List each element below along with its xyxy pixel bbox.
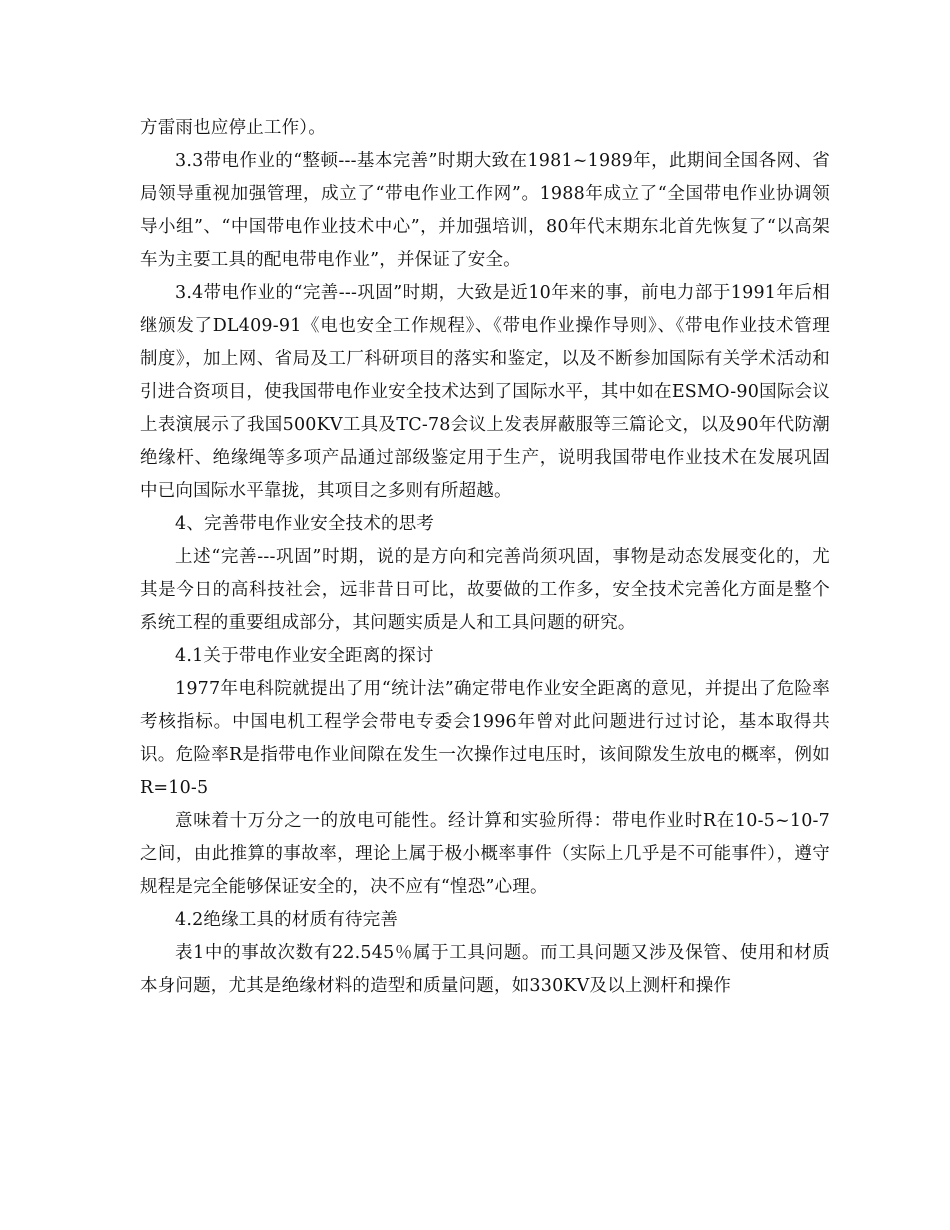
- subsection-heading-4-2: 4.2绝缘工具的材质有待完善: [175, 910, 399, 930]
- paragraph-section-4-intro: 上述“完善---巩固”时期，说的是方向和完善尚须巩固，事物是动态发展变化的，尤其是今日的高科技社会，远非昔日可比，故要做的工作多，安全技术完善化方面是整个系统工程的重要组成部分，其问题实质是人和工具问题的研究。: [140, 547, 830, 633]
- paragraph-4-1-a: 1977年电科院就提出了用“统计法”确定带电作业安全距离的意见，并提出了危险率考核指标。中国电机工程学会带电专委会1996年曾对此问题进行过讨论，基本取得共识。危险率R是指带电作业间隙在发生一次操作过电压时，该间隙发生放电的概率，例如R=10-5: [140, 679, 830, 798]
- paragraph-4-2: 表1中的事故次数有22.545％属于工具问题。而工具问题又涉及保管、使用和材质本身问题，尤其是绝缘材料的造型和质量问题，如330KV及以上测杆和操作: [140, 943, 830, 996]
- section-heading-4: 4、完善带电作业安全技术的思考: [175, 514, 435, 534]
- document-page: [140, 112, 830, 1003]
- paragraph-3-3: 3.3带电作业的“整顿---基本完善”时期大致在1981~1989年，此期间全国各网、省局领导重视加强管理，成立了“带电作业工作网”。1988年成立了“全国带电作业协调领导小组”、“中国带电作业技术中心”，并加强培训，80年代末期东北首先恢复了“以高架车为主要工具的配电带电作业”，并保证了安全。: [140, 151, 830, 270]
- paragraph-3-4: 3.4带电作业的“完善---巩固”时期，大致是近10年来的事，前电力部于1991年后相继颁发了DL409-91《电也安全工作规程》、《带电作业操作导则》、《带电作业技术管理制度》，加上网、省局及工厂科研项目的落实和鉴定，以及不断参加国际有关学术活动和引进合资项目，使我国带电作业安全技术达到了国际水平，其中如在ESMO-90国际会议上表演展示了我国500KV工具及TC-78会议上发表屏蔽服等三篇论文，以及90年代防潮绝缘杆、绝缘绳等多项产品通过部级鉴定用于生产，说明我国带电作业技术在发展巩固中已向国际水平靠拢，其项目之多则有所超越。: [140, 283, 830, 501]
- paragraph-continuation: 方雷雨也应停止工作）。: [140, 118, 326, 138]
- subsection-heading-4-1: 4.1关于带电作业安全距离的探讨: [175, 646, 434, 666]
- paragraph-4-1-b: 意味着十万分之一的放电可能性。经计算和实验所得：带电作业时R在10-5~10-7之间，由此推算的事故率，理论上属于极小概率事件（实际上几乎是不可能事件），遵守规程是完全能够保证安全的，决不应有“惶恐”心理。: [140, 811, 830, 897]
